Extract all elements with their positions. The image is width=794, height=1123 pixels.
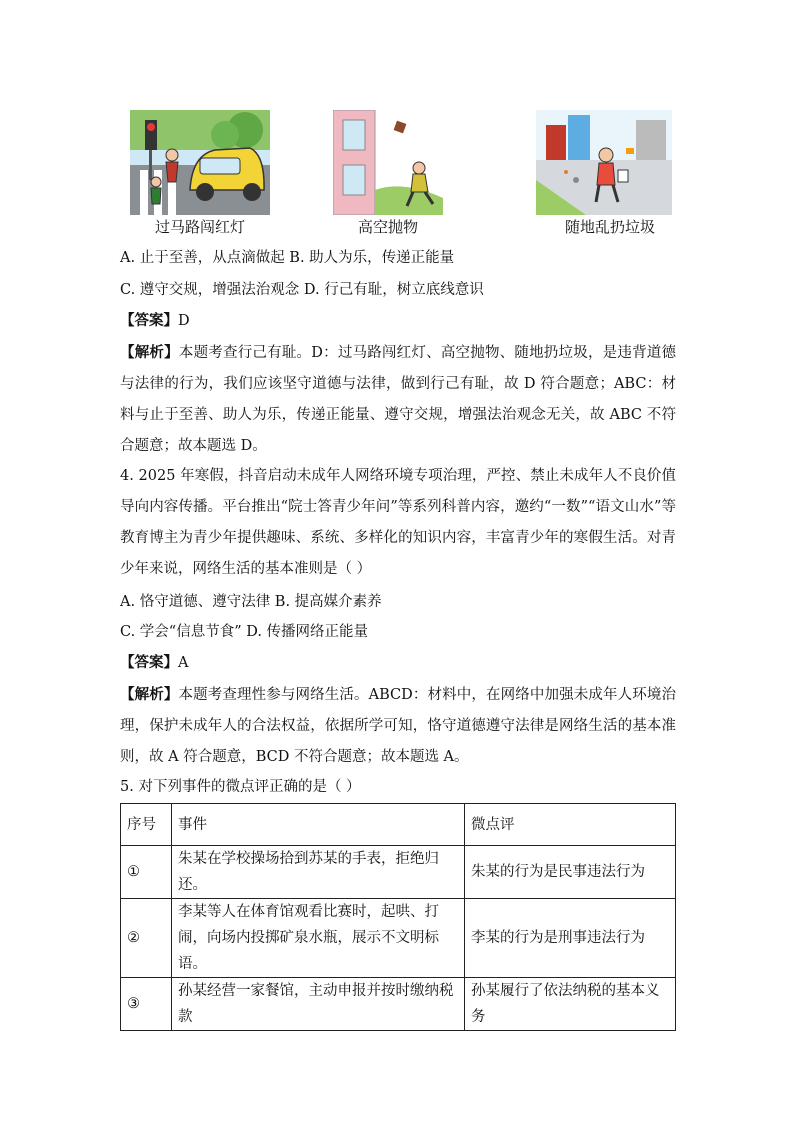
- table-row: [121, 899, 676, 978]
- table-cell-index: ②: [121, 899, 172, 978]
- table-cell-event: 李某等人在体育馆观看比赛时，起哄、打闹，向场内投掷矿泉水瓶，展示不文明标语。: [172, 899, 465, 978]
- answer-label: 【答案】: [120, 654, 178, 671]
- q4-options-line-2: C. 学会“信息节食” D. 传播网络正能量: [120, 624, 369, 640]
- q3-answer: [120, 311, 190, 331]
- q4-stem: 4. 2025 年寒假，抖音启动未成年人网络环境专项治理，严控、禁止未成年人不良价值导向内容传播。平台推出“院士答青少年问”等系列科普内容，邀约“一数”“语文山水”等教育博主为青少年提供趣味、系统、多样化的知识内容，丰富青少年的寒假生活。对青少年来说，网络生活的基本准则是（ ）: [120, 468, 676, 577]
- figure-caption-1: 过马路闯红灯: [154, 218, 245, 236]
- table-header-row: [121, 804, 676, 846]
- answer-value: A: [178, 655, 189, 671]
- q5-table: [120, 803, 676, 1031]
- table-header-cell: 序号: [121, 804, 172, 846]
- answer-label: 【答案】: [120, 312, 178, 329]
- table-header-cell: 微点评: [465, 804, 676, 846]
- falling-object-illustration: [333, 110, 443, 215]
- table-cell-comment: 朱某的行为是民事违法行为: [465, 846, 676, 899]
- analysis-label: 【解析】: [120, 686, 179, 703]
- q4-options-line-1: A. 恪守道德、遵守法律 B. 提高媒介素养: [120, 594, 382, 610]
- analysis-label: 【解析】: [120, 344, 179, 361]
- figure-caption-3: 随地乱扔垃圾: [564, 218, 655, 236]
- q3-analysis: [120, 337, 676, 462]
- table-cell-comment: 李某的行为是刑事违法行为: [465, 899, 676, 978]
- figure-caption-2: 高空抛物: [357, 218, 418, 236]
- q4-analysis: [120, 679, 676, 773]
- q4-answer: [120, 653, 188, 673]
- table-cell-event: 孙某经营一家餐馆，主动申报并按时缴纳税款: [172, 978, 465, 1031]
- jaywalking-illustration: [130, 110, 270, 215]
- table-row: [121, 846, 676, 899]
- table-cell-comment: 孙某履行了依法纳税的基本义务: [465, 978, 676, 1031]
- q3-options-line-1: A. 止于至善，从点滴做起 B. 助人为乐，传递正能量: [120, 250, 455, 266]
- table-row: [121, 978, 676, 1031]
- analysis-text: 本题考查理性参与网络生活。ABCD：材料中，在网络中加强未成年人环境治理，保护未成年人的合法权益，依据所学可知，恪守道德遵守法律是网络生活的基本准则，故 A 符合题意，BCD 不符合题意；故本题选 A。: [120, 687, 676, 765]
- table-cell-index: ①: [121, 846, 172, 899]
- table-header-cell: 事件: [172, 804, 465, 846]
- q5-stem: 5. 对下列事件的微点评正确的是（ ）: [120, 779, 361, 795]
- table-cell-index: ③: [121, 978, 172, 1031]
- q3-options-line-2: C. 遵守交规，增强法治观念 D. 行己有耻，树立底线意识: [120, 282, 484, 298]
- analysis-text: 本题考查行己有耻。D：过马路闯红灯、高空抛物、随地扔垃圾，是违背道德与法律的行为，我们应该坚守道德与法律，做到行己有耻，故 D 符合题意；ABC：材料与止于至善、助人为乐，传递正能量、遵守交规，增强法治观念无关，故 ABC 不符合题意；故本题选 D。: [120, 345, 677, 454]
- table-cell-event: 朱某在学校操场拾到苏某的手表，拒绝归还。: [172, 846, 465, 899]
- answer-value: D: [178, 313, 190, 329]
- littering-illustration: [536, 110, 672, 215]
